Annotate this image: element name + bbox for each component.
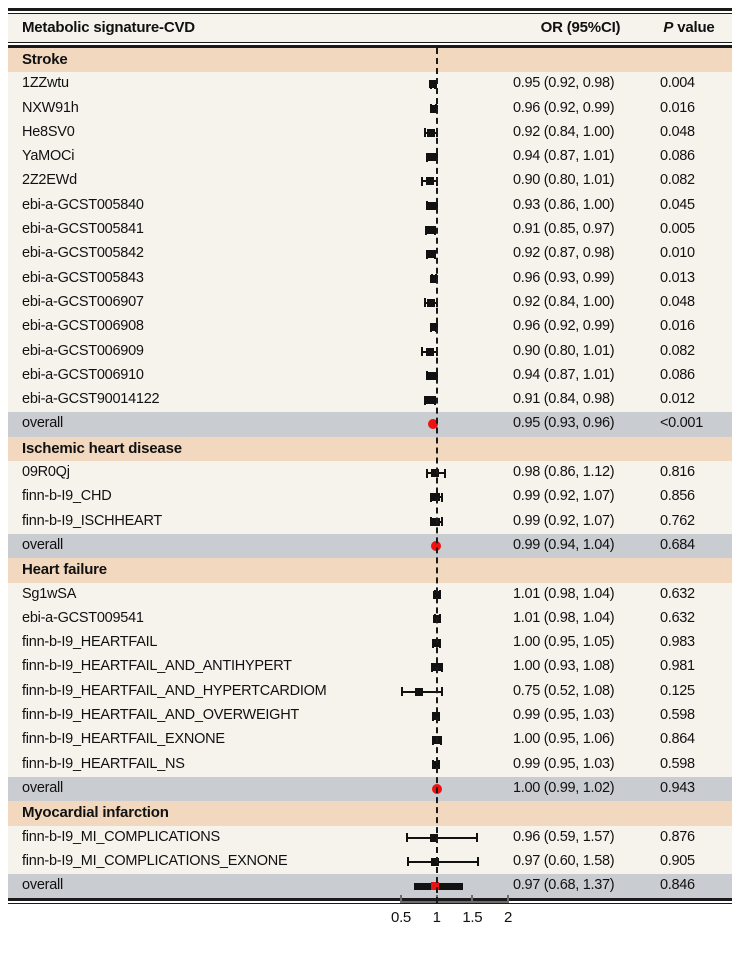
study-row — [8, 850, 732, 874]
p-value: 0.004 — [660, 75, 695, 92]
p-value: 0.598 — [660, 707, 695, 724]
confidence-interval-cap — [424, 396, 426, 405]
p-value: 0.816 — [660, 464, 695, 481]
study-label: finn-b-I9_HEARTFAIL_AND_HYPERTCARDIOM — [22, 682, 327, 699]
effect-estimate-marker — [426, 226, 434, 234]
effect-estimate-marker — [427, 299, 435, 307]
study-row — [8, 218, 732, 242]
axis-tick-label: 1.5 — [462, 909, 483, 926]
study-label: overall — [22, 779, 63, 796]
table-header-row — [8, 14, 732, 42]
section-header-row — [8, 801, 732, 825]
p-value: <0.001 — [660, 415, 703, 432]
column-header-or: OR (95%CI) — [540, 19, 621, 36]
axis-tick-label: 1 — [432, 909, 441, 926]
or-ci-value: 0.94 (0.87, 1.01) — [513, 148, 615, 165]
study-label: He8SV0 — [22, 123, 75, 140]
confidence-interval-line — [426, 229, 435, 231]
or-ci-value: 0.92 (0.84, 1.00) — [513, 293, 615, 310]
study-label: finn-b-I9_HEARTFAIL_EXNONE — [22, 731, 225, 748]
confidence-interval-cap — [441, 517, 443, 526]
confidence-interval-cap — [441, 493, 443, 502]
or-ci-value: 0.92 (0.87, 0.98) — [513, 245, 615, 262]
p-value: 0.762 — [660, 512, 695, 529]
or-ci-value: 1.00 (0.95, 1.06) — [513, 731, 615, 748]
study-row — [8, 145, 732, 169]
study-row — [8, 826, 732, 850]
study-label: ebi-a-GCST005843 — [22, 269, 144, 286]
study-row — [8, 728, 732, 752]
confidence-interval-line — [427, 253, 435, 255]
confidence-interval-line — [431, 83, 435, 85]
p-value: 0.005 — [660, 221, 695, 238]
or-ci-value: 0.90 (0.80, 1.01) — [513, 342, 615, 359]
axis-tick-label: 2 — [503, 909, 513, 926]
study-row — [8, 485, 732, 509]
study-row — [8, 72, 732, 96]
or-ci-value: 0.93 (0.86, 1.00) — [513, 196, 615, 213]
p-value: 0.864 — [660, 731, 695, 748]
study-row — [8, 753, 732, 777]
study-row — [8, 97, 732, 121]
p-value: 0.082 — [660, 172, 695, 189]
p-value: 0.016 — [660, 318, 695, 335]
confidence-interval-line — [407, 837, 477, 839]
study-row — [8, 583, 732, 607]
study-label: ebi-a-GCST005842 — [22, 245, 144, 262]
study-row — [8, 364, 732, 388]
pvalue-word: value — [673, 19, 715, 36]
study-label: YaMOCi — [22, 148, 75, 165]
study-label: finn-b-I9_CHD — [22, 488, 112, 505]
or-ci-value: 0.75 (0.52, 1.08) — [513, 682, 615, 699]
study-label: finn-b-I9_HEARTFAIL_AND_OVERWEIGHT — [22, 707, 300, 724]
study-label: finn-b-I9_HEARTFAIL_AND_ANTIHYPERT — [22, 658, 292, 675]
confidence-interval-line — [414, 883, 463, 890]
study-label: ebi-a-GCST006910 — [22, 366, 144, 383]
or-ci-value: 1.01 (0.98, 1.04) — [513, 585, 615, 602]
confidence-interval-line — [432, 423, 434, 425]
section-label: Stroke — [22, 51, 68, 68]
or-ci-value: 0.91 (0.84, 0.98) — [513, 391, 615, 408]
or-ci-value: 1.00 (0.93, 1.08) — [513, 658, 615, 675]
axis-tick — [507, 895, 509, 903]
confidence-interval-line — [408, 861, 478, 863]
confidence-interval-cap — [431, 663, 433, 672]
forest-row-list — [8, 48, 732, 898]
study-row — [8, 704, 732, 728]
confidence-interval-cap — [430, 104, 432, 113]
confidence-interval-cap — [406, 833, 408, 842]
section-header-row — [8, 437, 732, 461]
study-label: finn-b-I9_ISCHHEART — [22, 512, 163, 529]
study-row — [8, 655, 732, 679]
p-value: 0.012 — [660, 391, 695, 408]
or-ci-value: 0.96 (0.92, 0.99) — [513, 99, 615, 116]
study-row — [8, 169, 732, 193]
p-value: 0.876 — [660, 828, 695, 845]
or-ci-value: 0.98 (0.86, 1.12) — [513, 464, 615, 481]
study-label: ebi-a-GCST006907 — [22, 293, 144, 310]
study-row — [8, 121, 732, 145]
study-label: finn-b-I9_MI_COMPLICATIONS — [22, 828, 220, 845]
or-ci-value: 0.96 (0.92, 0.99) — [513, 318, 615, 335]
confidence-interval-cap — [432, 760, 434, 769]
confidence-interval-cap — [432, 736, 434, 745]
confidence-interval-cap — [438, 712, 440, 721]
study-row — [8, 680, 732, 704]
study-label: overall — [22, 877, 63, 894]
p-value: 0.016 — [660, 99, 695, 116]
confidence-interval-cap — [426, 469, 428, 478]
p-value: 0.125 — [660, 682, 695, 699]
p-value: 0.632 — [660, 585, 695, 602]
study-row — [8, 510, 732, 534]
section-label: Heart failure — [22, 561, 107, 579]
confidence-interval-cap — [425, 226, 427, 235]
p-value: 0.905 — [660, 852, 695, 869]
study-label: 1ZZwtu — [22, 75, 69, 92]
effect-estimate-marker — [427, 250, 435, 258]
effect-estimate-marker — [415, 688, 423, 696]
overall-row — [8, 534, 732, 558]
confidence-interval-cap — [424, 298, 426, 307]
study-label: finn-b-I9_HEARTFAIL_NS — [22, 755, 185, 772]
study-label: ebi-a-GCST005841 — [22, 221, 144, 238]
column-header-pvalue — [653, 19, 725, 36]
study-label: 09R0Qj — [22, 464, 70, 481]
confidence-interval-cap — [421, 347, 423, 356]
or-ci-value: 0.92 (0.84, 1.00) — [513, 123, 615, 140]
section-label: Ischemic heart disease — [22, 439, 182, 457]
study-row — [8, 340, 732, 364]
p-value: 0.048 — [660, 293, 695, 310]
effect-estimate-marker — [426, 396, 434, 404]
or-ci-value: 0.90 (0.80, 1.01) — [513, 172, 615, 189]
section-label: Myocardial infarction — [22, 804, 169, 822]
study-label: overall — [22, 536, 63, 553]
p-value: 0.086 — [660, 366, 695, 383]
p-value: 0.598 — [660, 755, 695, 772]
p-value: 0.048 — [660, 123, 695, 140]
section-header-row — [8, 48, 732, 72]
confidence-interval-cap — [421, 177, 423, 186]
or-ci-value: 0.99 (0.95, 1.03) — [513, 755, 615, 772]
axis-line — [401, 901, 508, 903]
or-ci-value: 0.99 (0.94, 1.04) — [513, 536, 615, 553]
study-row — [8, 631, 732, 655]
or-ci-value: 0.97 (0.60, 1.58) — [513, 852, 615, 869]
p-value: 0.684 — [660, 536, 695, 553]
or-ci-value: 0.97 (0.68, 1.37) — [513, 877, 615, 894]
or-ci-value: 0.96 (0.93, 0.99) — [513, 269, 615, 286]
null-reference-line — [436, 48, 438, 903]
confidence-interval-cap — [440, 736, 442, 745]
study-label: NXW91h — [22, 99, 79, 116]
study-label: Sg1wSA — [22, 585, 77, 602]
confidence-interval-cap — [439, 590, 441, 599]
confidence-interval-cap — [432, 712, 434, 721]
confidence-interval-cap — [441, 687, 443, 696]
p-value: 0.632 — [660, 609, 695, 626]
confidence-interval-cap — [438, 760, 440, 769]
or-ci-value: 0.99 (0.95, 1.03) — [513, 707, 615, 724]
or-ci-value: 0.99 (0.92, 1.07) — [513, 488, 615, 505]
forest-table — [8, 8, 732, 904]
effect-estimate-marker — [426, 177, 434, 185]
confidence-interval-cap — [432, 639, 434, 648]
confidence-interval-cap — [430, 80, 432, 89]
study-row — [8, 388, 732, 412]
or-ci-value: 0.91 (0.85, 0.97) — [513, 221, 615, 238]
or-ci-value: 0.95 (0.92, 0.98) — [513, 75, 615, 92]
confidence-interval-cap — [477, 857, 479, 866]
p-value: 0.013 — [660, 269, 695, 286]
confidence-interval-cap — [430, 493, 432, 502]
confidence-interval-cap — [441, 663, 443, 672]
overall-row — [8, 777, 732, 801]
or-ci-value: 1.00 (0.95, 1.05) — [513, 634, 615, 651]
confidence-interval-cap — [426, 201, 428, 210]
study-row — [8, 461, 732, 485]
confidence-interval-cap — [476, 833, 478, 842]
study-row — [8, 607, 732, 631]
effect-estimate-marker — [426, 348, 434, 356]
study-label: finn-b-I9_HEARTFAIL — [22, 634, 158, 651]
p-value: 0.943 — [660, 779, 695, 796]
overall-row — [8, 412, 732, 436]
p-value: 0.045 — [660, 196, 695, 213]
confidence-interval-cap — [439, 614, 441, 623]
study-label: ebi-a-GCST005840 — [22, 196, 144, 213]
or-ci-value: 1.01 (0.98, 1.04) — [513, 609, 615, 626]
or-ci-value: 0.99 (0.92, 1.07) — [513, 512, 615, 529]
confidence-interval-cap — [401, 687, 403, 696]
p-value: 0.010 — [660, 245, 695, 262]
study-label: finn-b-I9_MI_COMPLICATIONS_EXNONE — [22, 852, 288, 869]
or-ci-value: 1.00 (0.99, 1.02) — [513, 779, 615, 796]
study-label: overall — [22, 415, 63, 432]
confidence-interval-cap — [424, 128, 426, 137]
x-axis — [0, 895, 740, 950]
or-ci-value: 0.94 (0.87, 1.01) — [513, 366, 615, 383]
study-row — [8, 242, 732, 266]
confidence-interval-cap — [444, 469, 446, 478]
axis-tick — [471, 895, 473, 903]
pvalue-italic-p: P — [663, 19, 674, 36]
or-ci-value: 0.96 (0.59, 1.57) — [513, 828, 615, 845]
p-value: 0.983 — [660, 634, 695, 651]
p-value: 0.846 — [660, 877, 695, 894]
axis-tick-label: 0.5 — [391, 909, 411, 926]
section-header-row — [8, 558, 732, 582]
study-row — [8, 291, 732, 315]
study-row — [8, 267, 732, 291]
study-label: 2Z2EWd — [22, 172, 77, 189]
p-value: 0.981 — [660, 658, 695, 675]
confidence-interval-cap — [431, 274, 433, 283]
confidence-interval-cap — [439, 639, 441, 648]
axis-tick — [400, 895, 402, 903]
confidence-interval-line — [425, 399, 435, 401]
confidence-interval-cap — [426, 371, 428, 380]
study-label: ebi-a-GCST90014122 — [22, 391, 160, 408]
confidence-interval-cap — [426, 250, 428, 259]
study-label: ebi-a-GCST006909 — [22, 342, 144, 359]
study-label: ebi-a-GCST009541 — [22, 609, 144, 626]
confidence-interval-cap — [426, 153, 428, 162]
column-header-signature: Metabolic signature-CVD — [22, 19, 195, 36]
confidence-interval-cap — [407, 857, 409, 866]
p-value: 0.086 — [660, 148, 695, 165]
study-row — [8, 315, 732, 339]
p-value: 0.082 — [660, 342, 695, 359]
confidence-interval-cap — [430, 517, 432, 526]
study-row — [8, 194, 732, 218]
study-label: ebi-a-GCST006908 — [22, 318, 144, 335]
effect-estimate-marker — [427, 129, 435, 137]
confidence-interval-cap — [430, 323, 432, 332]
p-value: 0.856 — [660, 488, 695, 505]
or-ci-value: 0.95 (0.93, 0.96) — [513, 415, 615, 432]
effect-estimate-marker — [428, 202, 436, 210]
